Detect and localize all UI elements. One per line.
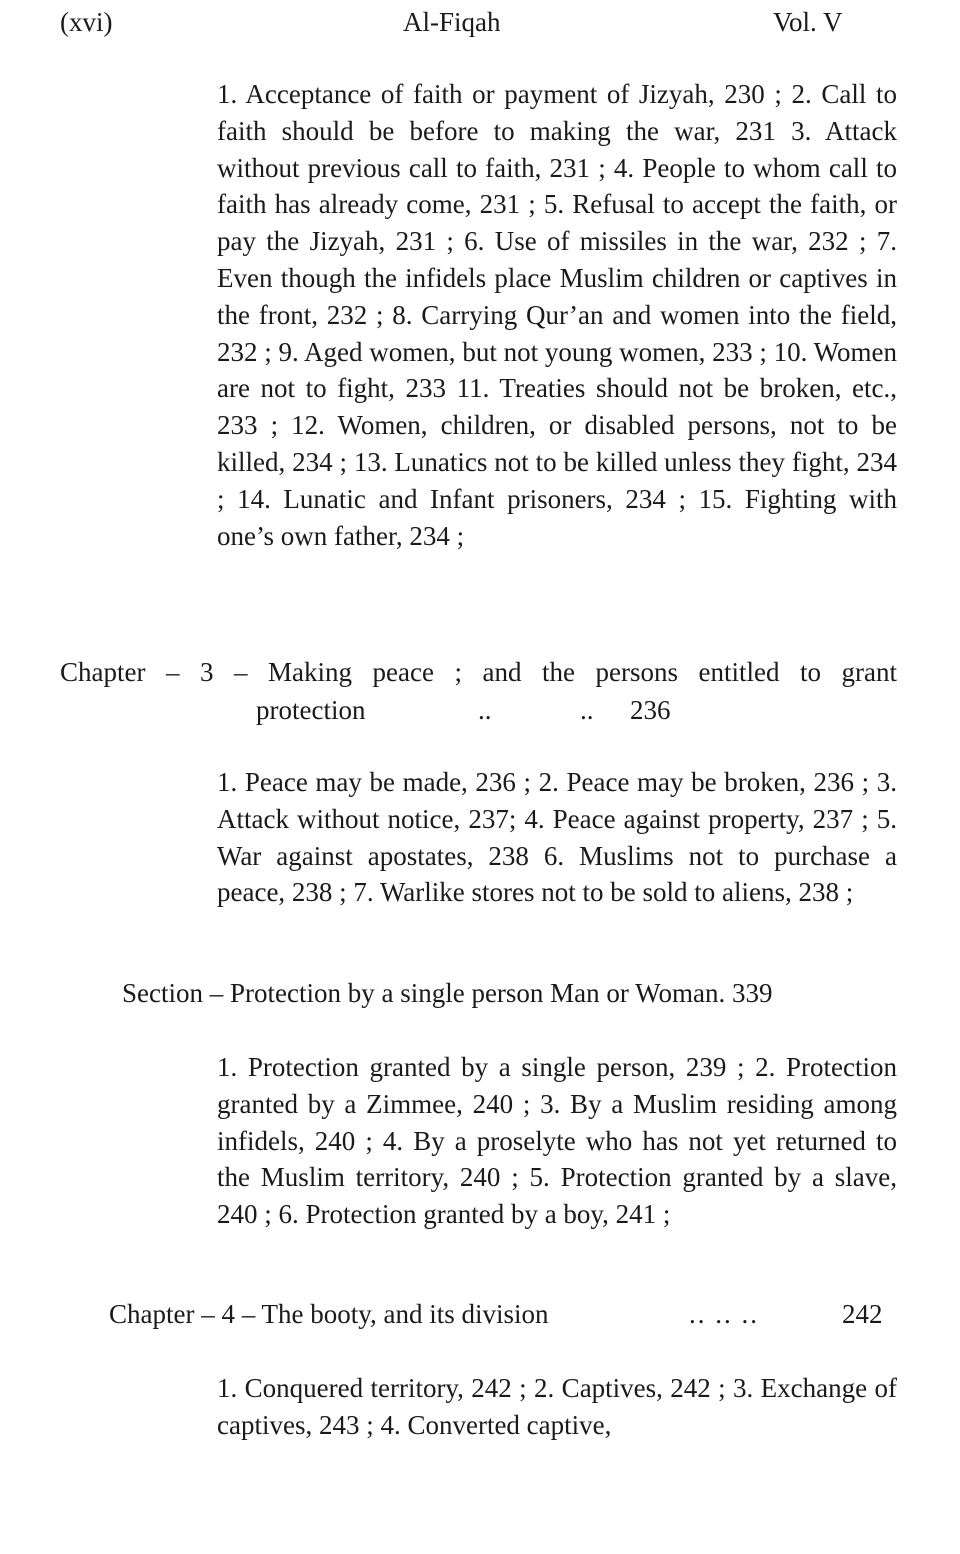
contents-entry-list-1: 1. Acceptance of faith or payment of Jizyah, 230 ; 2. Call to faith should be before to making the war, 231 3. Attack without previous call to faith, 231 ; 4. People to whom call to faith has already come, 231 ; 5. Refusal to accept the faith, or pay the Jizyah, 231 ; 6. Use of missiles in the war, 232 ; 7. Even though the infidels place Muslim children or captives in the front, 232 ; 8. Carrying Qur’an and women into the field, 232 ; 9. Aged women, but not young women, 233 ; 10. Women are not to fight, 233 11. Treaties should not be broken, etc., 233 ; 12. Women, children, or disabled persons, not to be killed, 234 ; 13. Lunatics not to be killed unless they fight, 234 ; 14. Lunatic and Infant prisoners, 234 ; 15. Fighting with one’s own father, 234 ; — [217, 79, 897, 551]
contents-entry-list-4: 1. Conquered territory, 242 ; 2. Captives, 242 ; 3. Exchange of captives, 243 ; 4. Converted captive, — [217, 1373, 897, 1440]
page-number: (xvi) — [60, 7, 113, 37]
dot-leader: .. — [478, 695, 492, 725]
contents-entry-list-2: 1. Peace may be made, 236 ; 2. Peace may be broken, 236 ; 3. Attack without notice, 237; 4. Peace against property, 237 ; 5. War against apostates, 238 6. Muslims not to purchase a peace, 238 ; 7. Warlike stores not to be sold to aliens, 238 ; — [217, 767, 897, 908]
chapter-3-heading: Chapter – 3 – Making peace ; and the persons entitled to grant — [60, 657, 897, 687]
dot-leader: .. .. .. — [689, 1299, 759, 1329]
contents-entry-list-3: 1. Protection granted by a single person, 239 ; 2. Protection granted by a Zimmee, 240 ; 3. By a Muslim residing among infidels, 240 ; 4. By a proselyte who has not yet returned to the Muslim territory, 240 ; 5. Protection granted by a slave, 240 ; 6. Protection granted by a boy, 241 ; — [217, 1052, 897, 1230]
chapter-4-page-number: 242 — [842, 1299, 883, 1329]
dot-leader: .. — [580, 695, 594, 725]
chapter-4-title: Chapter – 4 – The booty, and its division — [109, 1299, 549, 1329]
chapter-3-page-number: 236 — [630, 695, 671, 725]
running-title: Al-Fiqah — [403, 7, 501, 37]
chapter-3-heading-continuation — [256, 692, 671, 729]
page-header — [0, 4, 960, 44]
section-heading: Section – Protection by a single person Man or Woman. 339 — [122, 978, 773, 1008]
volume-label: Vol. V — [773, 7, 843, 37]
chapter-3-title-end: protection — [256, 695, 366, 725]
